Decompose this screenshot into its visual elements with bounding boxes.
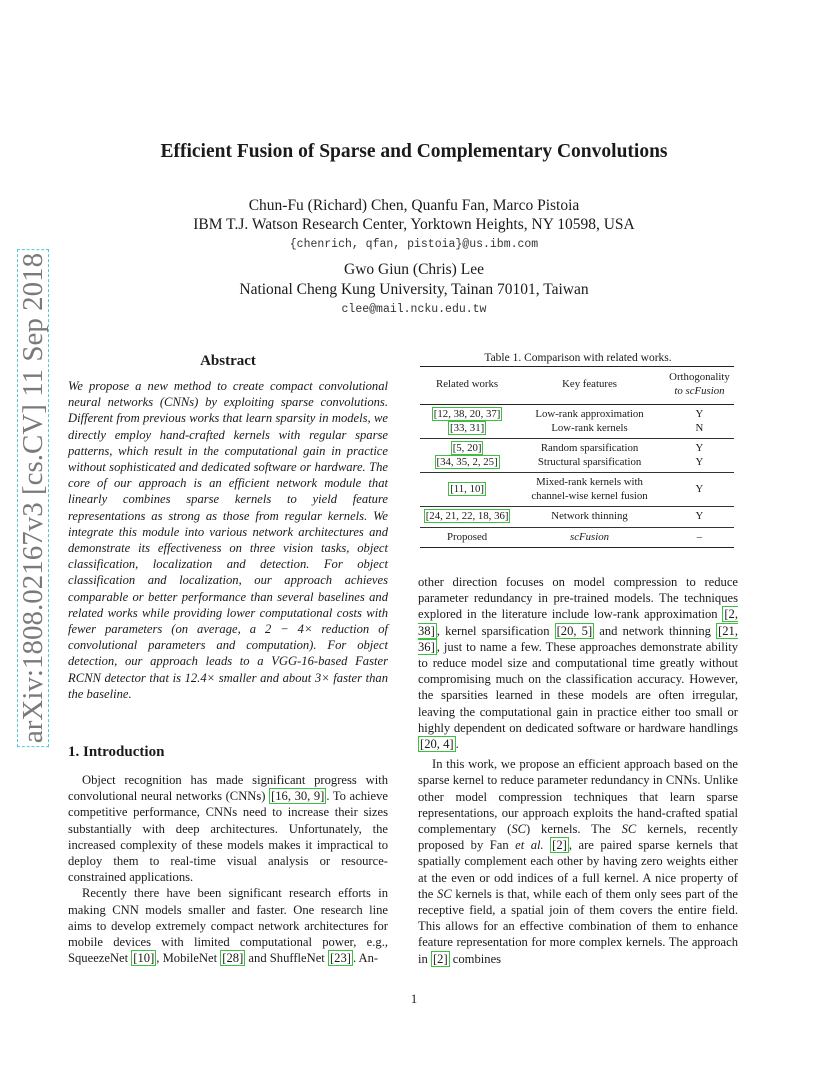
citation-link[interactable]: [34, 35, 2, 25] — [436, 455, 498, 468]
text-run: In this work, we propose an efficient approach based on the sparse kernel to reduce parameter redundancy in CNNs. Unlike other model compression techniques that learn sparse representations, our approach exploits the hand-crafted spatial complementary ( — [418, 757, 738, 837]
orthogonality-text: Y — [695, 408, 704, 420]
header-key-features: Key features — [562, 377, 617, 390]
table-caption: Table 1. Comparison with related works. — [484, 352, 672, 364]
key-features-text: scFusion — [570, 530, 610, 543]
text-run: ) kernels. The — [526, 822, 622, 837]
related-works-cell — [420, 405, 514, 439]
header-orthogonality — [665, 367, 734, 405]
citation-link[interactable]: [5, 20] — [452, 442, 482, 454]
text-run: . An- — [352, 951, 379, 966]
affiliation-primary: IBM T.J. Watson Research Center, Yorktown Heights, NY 10598, USA — [193, 216, 635, 233]
text-run: other direction focuses on model compression to reduce parameter redundancy in pre-trained models. The techniques explored in the literature include low-rank approximation — [418, 575, 738, 622]
key-features-text: Network thinning — [551, 510, 628, 522]
text-run: SC — [621, 822, 637, 837]
intro-paragraph-2 — [68, 885, 388, 966]
text-run: , just to name a few. These approaches demonstrate ability to reduce model size and computational time greatly without compromising much on the classification accuracy. However, the sparsities learned in these models are often irregular, leaving the computational gain in practice either too small or highly dependent on dedicated software or hardware handlings — [418, 639, 738, 735]
related-works-cell — [420, 507, 514, 528]
paper-title: Efficient Fusion of Sparse and Complementary Convolutions — [160, 141, 668, 162]
comparison-table — [420, 366, 734, 548]
table-row — [420, 473, 734, 507]
text-run: . To achieve competitive performance, CNNs need to increase their sizes substantially with deep architectures. Unfortunately, the increased complexity of these models makes it impractical to deploy them to real-time visual analysis or resource-constrained applications. — [68, 789, 388, 885]
email-primary[interactable]: {chenrich, qfan, pistoia}@us.ibm.com — [289, 238, 539, 251]
header-orthogonality-line1: Orthogonality — [669, 371, 730, 383]
intro-paragraph-1 — [68, 772, 388, 885]
text-run: SC — [437, 886, 452, 901]
table-row — [420, 507, 734, 528]
key-features-cell — [514, 439, 665, 473]
orthogonality-text: N — [695, 421, 704, 434]
abstract-heading: Abstract — [200, 353, 256, 369]
key-features-cell — [514, 473, 665, 507]
authors-secondary: Gwo Giun (Chris) Lee — [344, 261, 484, 278]
related-works-cell — [420, 439, 514, 473]
right-column-body — [418, 574, 738, 967]
page-number: 1 — [410, 992, 418, 1006]
key-features-text: Low-rank kernels — [551, 421, 628, 434]
text-run: Object recognition has made significant progress with convolutional neural networks (CNNs) — [68, 773, 388, 804]
text-run: combines — [449, 951, 502, 966]
key-features-cell — [514, 527, 665, 548]
text-run: kernels is that, while each of them only sees part of the receptive field, a spatial join of them covers the entire field. This allows for an effective combination of them to enhance feature representation for more complex kernels. The approach in — [418, 886, 738, 966]
key-features-text: Random sparsification — [540, 442, 639, 454]
orthogonality-cell — [665, 473, 734, 507]
text-run: , MobileNet — [156, 951, 221, 966]
right-paragraph-2 — [418, 756, 738, 967]
orthogonality-text: Y — [695, 455, 704, 468]
orthogonality-text: – — [696, 530, 703, 543]
authors-primary: Chun-Fu (Richard) Chen, Quanfu Fan, Marco Pistoia — [248, 197, 580, 214]
citation-link[interactable]: [2] — [552, 838, 567, 853]
right-paragraph-1 — [418, 574, 738, 752]
abstract-text: We propose a new method to create compact convolutional neural networks (CNNs) by exploiting sparse convolutions. Different from previous works that learn sparsity in models, we directly employ hand-crafted kernels with regular sparse patterns, which result in the computational gain in practice without sophisticated and dedicated software or hardware. The core of our approach is an efficient network module that linearly combines sparse kernels to yield feature representations as strong as those from regular kernels. We integrate this module into various network architectures and demonstrate its effectiveness on three vision tasks, object classification, localization and detection. For object classification and localization, our approach achieves comparable or better performance than several baselines and related works while providing lower computational costs with fewer parameters (on average, a 2 − 4× reduction of convolutional parameters and computation). For object detection, our approach leads to a VGG-16-based Faster RCNN detector that is 12.4× smaller and about 3× faster than the baseline. — [68, 379, 388, 701]
text-run: . — [455, 737, 459, 752]
related-works-text: Proposed — [446, 530, 488, 543]
citation-link[interactable]: [10] — [133, 951, 155, 966]
arxiv-stamp — [14, 252, 52, 744]
text-run: and network thinning — [594, 623, 717, 638]
text-run: et al. — [515, 838, 544, 853]
text-run: , are paired sparse kernels that spatially complement each other by having zero weights either at the even or odd indices of a full kernel. A nice property of the — [418, 838, 738, 901]
related-works-cell — [420, 527, 514, 548]
orthogonality-text: Y — [695, 482, 704, 495]
key-features-cell — [514, 405, 665, 439]
table-row — [420, 405, 734, 439]
text-run: , kernel sparsification — [436, 623, 555, 638]
table-header-row — [420, 367, 734, 405]
text-run: Recently there have been significant research efforts in making CNN models smaller and faster. One research line aims to develop extremely compact network architectures for mobile devices with limited computational power, e.g., SqueezeNet — [68, 886, 388, 966]
orthogonality-text: Y — [695, 442, 704, 454]
table-row — [420, 527, 734, 548]
key-features-text: channel-wise kernel fusion — [531, 489, 648, 502]
abstract-body — [68, 378, 388, 702]
key-features-text: Mixed-rank kernels with — [536, 476, 643, 488]
citation-link[interactable]: [12, 38, 20, 37] — [433, 408, 501, 420]
key-features-text: Low-rank approximation — [535, 408, 644, 420]
header-related-works: Related works — [436, 377, 499, 390]
citation-link[interactable]: [33, 31] — [450, 421, 485, 434]
orthogonality-cell — [665, 507, 734, 528]
email-secondary[interactable]: clee@mail.ncku.edu.tw — [341, 303, 487, 316]
citation-link[interactable]: [2, 38] — [418, 607, 738, 638]
citation-link[interactable]: [2] — [432, 951, 448, 966]
header-orthogonality-line2: to scFusion — [674, 384, 725, 397]
citation-link[interactable]: [20, 5] — [556, 623, 593, 638]
text-run: kernels, recently proposed by Fan — [418, 822, 738, 853]
text-run: and ShuffleNet — [245, 951, 328, 966]
citation-link[interactable]: [21, 36] — [418, 623, 738, 654]
key-features-text: Structural sparsification — [537, 455, 642, 468]
orthogonality-text: Y — [695, 510, 704, 522]
table-row — [420, 439, 734, 473]
text-run: SC — [511, 822, 527, 837]
citation-link[interactable]: [23] — [329, 951, 351, 966]
arxiv-stamp-text: arXiv:1808.02167v3 [cs.CV] 11 Sep 2018 — [17, 249, 49, 747]
orthogonality-cell — [665, 527, 734, 548]
citation-link[interactable]: [11, 10] — [450, 482, 484, 495]
introduction-body — [68, 772, 388, 966]
affiliation-secondary: National Cheng Kung University, Tainan 70101, Taiwan — [239, 281, 589, 298]
citation-link[interactable]: [20, 4] — [420, 737, 454, 752]
citation-link[interactable]: [28] — [222, 951, 244, 966]
related-works-cell — [420, 473, 514, 507]
key-features-cell — [514, 507, 665, 528]
orthogonality-cell — [665, 405, 734, 439]
orthogonality-cell — [665, 439, 734, 473]
citation-link[interactable]: [24, 21, 22, 18, 36] — [425, 510, 509, 522]
citation-link[interactable]: [16, 30, 9] — [271, 789, 325, 804]
section-heading-introduction: 1. Introduction — [68, 744, 165, 760]
